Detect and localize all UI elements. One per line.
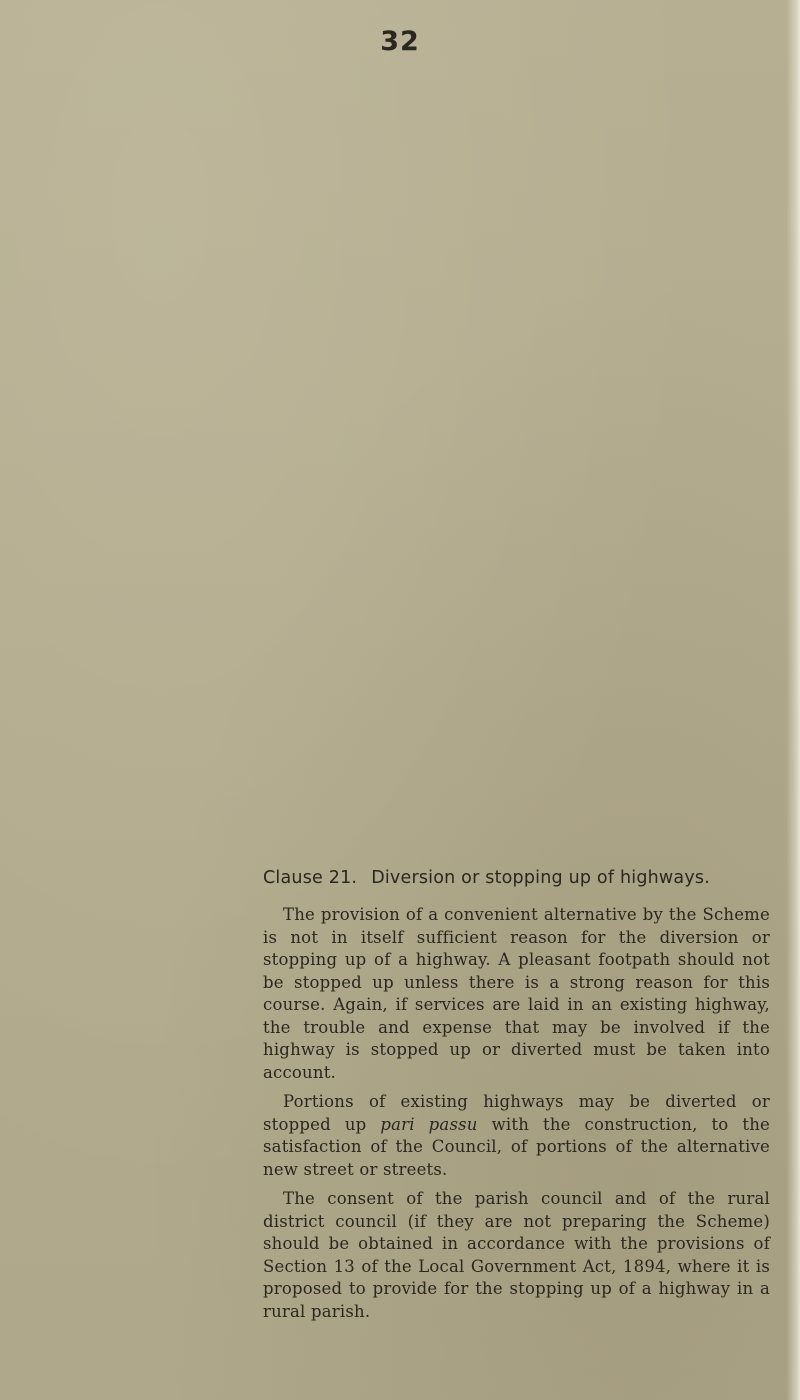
page-number: 32 xyxy=(380,26,420,57)
paragraph-1: The provision of a convenient alternative by the Scheme is not in itself sufficient reason for the diversion or stopping up of a highway. A pleasant footpath should not be stopped up unless there is a strong reason for this course. Again, if services are laid in an existing highway, the trouble and expense that may be involved if the highway is stopped up or diverted must be taken into account. xyxy=(263,905,770,1082)
paragraph-2-tail: with the construction, to the satisfaction of the Council, of portions of the alternative new street or streets. xyxy=(263,1114,770,1179)
paragraph-3: The consent of the parish council and of the rural district council (if they are not preparing the Scheme) should be obtained in accordance with the provisions of Section 13 of the Local Government Act, 1894, where it is proposed to provide for the stopping up of a highway in a rural parish. xyxy=(263,1189,770,1321)
paragraph-2 xyxy=(263,1091,770,1181)
paragraph-2-latin-phrase: pari passu xyxy=(380,1114,478,1134)
clause-heading xyxy=(263,868,770,888)
paragraph-2-lead: Portions of existing highways may be diverted or stopped up xyxy=(263,1092,770,1134)
page-edge xyxy=(786,0,800,1400)
clause-title: Diversion or stopping up of highways. xyxy=(371,868,710,888)
clause-section xyxy=(263,868,770,1330)
clause-label: Clause 21. xyxy=(263,868,358,888)
